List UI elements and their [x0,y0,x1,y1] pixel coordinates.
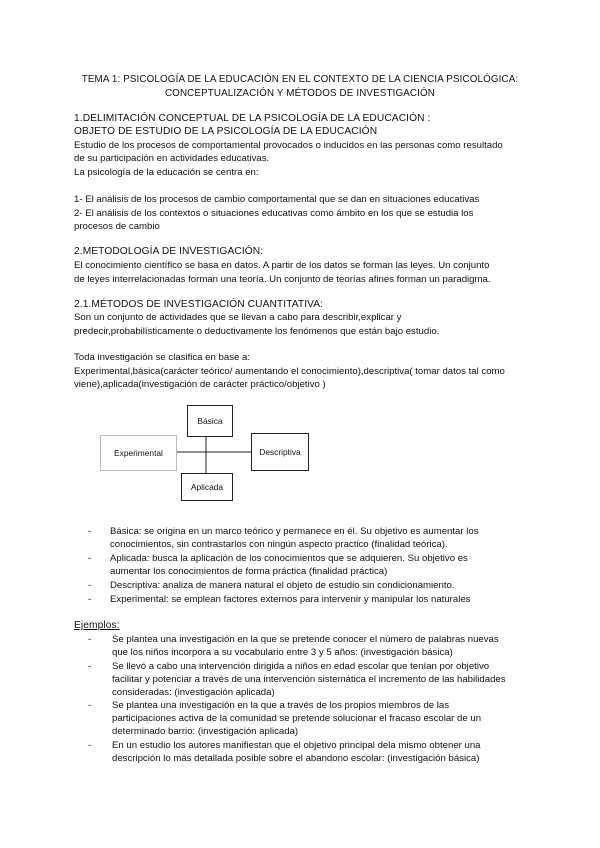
diagram-box-basica [187,405,233,437]
section-2-paragraph-line: de leyes interrelacionadas forman una teoría. Un conjunto de teorías afines forman un paradigma. [74,274,491,285]
example-text: facilitar y potenciar a través de una intervención sistemática el incremento de las habilidades [112,674,506,685]
classification-line: Experimental,básica(carácter teórico/ aumentando el conocimiento),descriptiva( tomar datos tal como [74,366,505,377]
section-1-subheading: OBJETO DE ESTUDIO DE LA PSICOLOGÍA DE LA EDUCACIÓN [74,126,378,137]
section-2-heading: 2.METODOLOGÍA DE INVESTIGACIÓN: [74,246,264,257]
section-2-1-paragraph-line: predecir,probabilísticamente o deductivamente los fenómenos que están bajo estudio. [74,326,440,337]
example-text: descripción lo más detallada posible sobre el abandono escolar: (investigación básica) [112,753,480,764]
list-item-text: Descriptiva: analiza de manera natural el objeto de estudio sin condicionamiento. [110,580,455,591]
example-text: Se llevó a cabo una intervención dirigida a niños en edad escolar que tenían por objetivo [112,661,490,672]
diagram-label-aplicada: Aplicada [190,482,224,492]
section-2-1-heading: 2.1.MÉTODOS DE INVESTIGACIÓN CUANTITATIVA: [74,299,324,310]
list-item-text: conocimientos, sin contrastarlos con ningún aspecto practico (finalidad teórica). [110,539,448,550]
list-item-text: Aplicada: busca la aplicación de los conocimientos que se adquieren. Su objetivo es [110,553,468,564]
example-text: Se plantea una investigación en la que se pretende conocer el número de palabras nuevas [112,634,499,645]
diagram-label-experimental: Experimental [114,448,163,458]
example-text: En un estudio los autores manifiestan que el objetivo principal dela mismo obtener una [112,740,481,751]
example-text: consideradas: (investigación aplicada) [112,687,275,698]
section-1-item-1: 1- El análisis de los procesos de cambio comportamental que se dan en situaciones educativas [74,194,480,205]
section-1-heading: 1.DELIMITACIÓN CONCEPTUAL DE LA PSICOLOGÍA DE LA EDUCACIÓN : [74,113,431,124]
section-2-paragraph-line: El conocimiento científico se basa en datos. A partir de los datos se forman las leyes. Un conjunto [74,260,490,271]
example-text: Se plantea una investigación en la que a través de los propios miembros de las [112,700,450,711]
document-title-line-1: TEMA 1: PSICOLOGÍA DE LA EDUCACIÓN EN EL CONTEXTO DE LA CIENCIA PSICOLÓGICA: [81,74,519,85]
list-item-text: Básica: se origina en un marco teórico y permanece en él. Su objetivo es aumentar los [110,526,479,537]
bullet-dash: - [88,594,92,605]
list-item-text: Experimental: se emplean factores externos para intervenir y manipular los naturales [110,594,471,605]
example-text: participaciones activa de la comunidad se pretende solucionar el fracaso escolar de un [112,713,482,724]
diagram-label-basica: Básica [197,416,223,426]
diagram-box-descriptiva [251,433,309,471]
bullet-dash: - [88,553,92,564]
example-text: determinado barrio: (investigación aplicada) [112,726,299,737]
section-1-paragraph-line: de su participación en actividades educativas. [74,153,270,164]
bullet-dash: - [88,526,92,537]
section-1-paragraph-line: Estudio de los procesos de comportamental provocados o inducidos en las personas como resultado [74,140,503,151]
list-item-text: aumentar los conocimientos de forma práctica (finalidad práctica) [110,566,388,577]
document-title-line-2: CONCEPTUALIZACIÓN Y MÉTODOS DE INVESTIGACIÓN [164,88,436,99]
example-text: que los niños incorpora a su vocabulario entre 3 y 5 años: (investigación básica) [112,647,453,658]
examples-heading: Ejemplos: [74,620,120,631]
bullet-dash: - [88,634,92,645]
section-2-1-paragraph-line: Son un conjunto de actividades que se llevan a cabo para describir,explicar y [74,312,402,323]
bullet-dash: - [88,740,92,751]
section-1-focus-intro: La psicología de la educación se centra en: [74,167,259,178]
section-1-item-2: 2- El análisis de los contextos o situaciones educativas como ámbito en los que se estudia los [74,208,474,219]
diagram-box-aplicada [181,473,233,501]
section-1-item-2-cont: procesos de cambio [74,221,160,232]
classification-intro: Toda investigación se clasifica en base a: [74,352,250,363]
bullet-dash: - [88,661,92,672]
diagram-label-descriptiva: Descriptiva [259,447,301,457]
classification-line: viene),aplicada(investigación de carácter práctico/objetivo ) [74,379,326,390]
bullet-dash: - [88,700,92,711]
bullet-dash: - [88,580,92,591]
diagram-box-experimental [100,435,177,471]
